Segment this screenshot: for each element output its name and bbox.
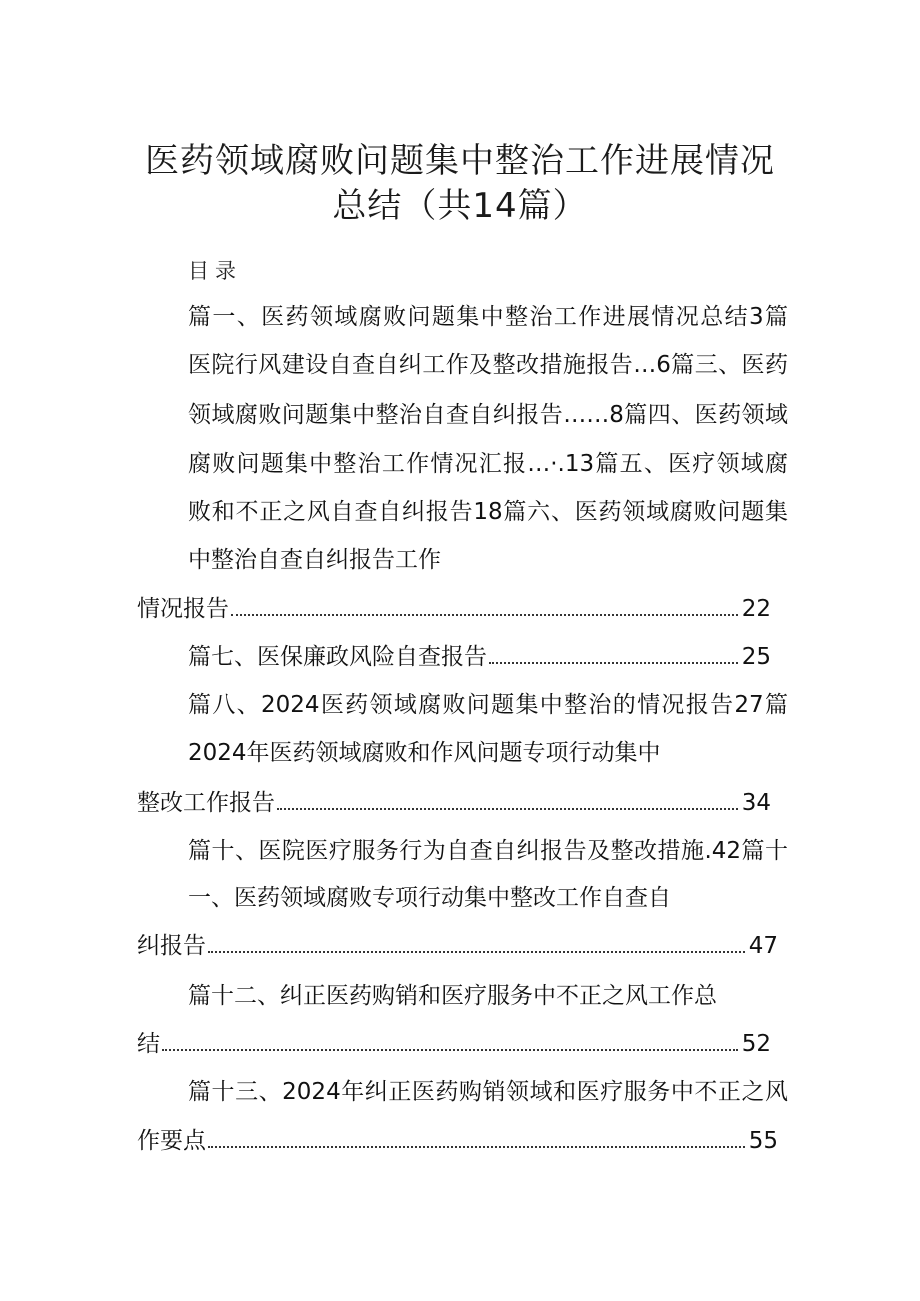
toc-entry[interactable] bbox=[137, 788, 771, 818]
dot-leader bbox=[208, 1145, 745, 1148]
dot-leader bbox=[489, 661, 738, 664]
toc-line: 中整治自查自纠报告工作 bbox=[188, 547, 441, 573]
toc-line: 篇八、2024医药领域腐败问题集中整治的情况报告27篇 bbox=[188, 692, 788, 718]
toc-line: 篇十、医院医疗服务行为自查自纠报告及整改措施.42篇十 bbox=[188, 838, 788, 864]
toc-entry-text: 整改工作报告 bbox=[137, 790, 275, 816]
toc-line: 2024年医药领域腐败和作风问题专项行动集中 bbox=[188, 740, 661, 766]
toc-line: 败和不正之风自查自纠报告18篇六、医药领域腐败问题集 bbox=[188, 499, 788, 525]
toc-entry-text: 纠报告 bbox=[137, 933, 206, 959]
dot-leader bbox=[162, 1048, 738, 1051]
dot-leader bbox=[208, 950, 745, 953]
document-title-line-1: 医药领域腐败问题集中整治工作进展情况 bbox=[145, 141, 775, 181]
toc-entry-text: 情况报告 bbox=[137, 596, 229, 622]
toc-entry-text: 篇七、医保廉政风险自查报告 bbox=[188, 644, 487, 670]
toc-line: 腐败问题集中整治工作情况汇报…·.13篇五、医疗领域腐 bbox=[188, 451, 788, 477]
toc-entry[interactable] bbox=[137, 931, 778, 961]
toc-entry-page: 52 bbox=[741, 1031, 771, 1057]
toc-entry[interactable] bbox=[188, 642, 771, 672]
toc-line: 医院行风建设自查自纠工作及整改措施报告…6篇三、医药 bbox=[188, 352, 788, 378]
toc-entry-page: 25 bbox=[741, 644, 771, 670]
toc-line: 篇十二、纠正医药购销和医疗服务中不正之风工作总 bbox=[188, 983, 717, 1009]
toc-line: 领域腐败问题集中整治自查自纠报告……8篇四、医药领域 bbox=[188, 402, 788, 428]
toc-entry-page: 47 bbox=[748, 933, 778, 959]
toc-entry-page: 34 bbox=[741, 790, 771, 816]
toc-line: 篇十三、2024年纠正医药购销领域和医疗服务中不正之风 bbox=[188, 1079, 788, 1105]
document-title-line-2: 总结（共14篇） bbox=[332, 186, 588, 226]
dot-leader bbox=[277, 807, 738, 810]
toc-line: 篇一、医药领域腐败问题集中整治工作进展情况总结3篇 bbox=[188, 304, 788, 330]
toc-entry-text: 结 bbox=[137, 1031, 160, 1057]
toc-entry[interactable] bbox=[137, 1126, 778, 1156]
toc-label: 目录 bbox=[188, 259, 242, 283]
toc-entry[interactable] bbox=[137, 1029, 771, 1059]
toc-entry-page: 55 bbox=[748, 1128, 778, 1154]
toc-entry-text: 作要点 bbox=[137, 1128, 206, 1154]
toc-entry[interactable] bbox=[137, 594, 771, 624]
toc-entry-page: 22 bbox=[741, 596, 771, 622]
dot-leader bbox=[231, 613, 738, 616]
toc-line: 一、医药领域腐败专项行动集中整改工作自查自 bbox=[188, 885, 671, 911]
